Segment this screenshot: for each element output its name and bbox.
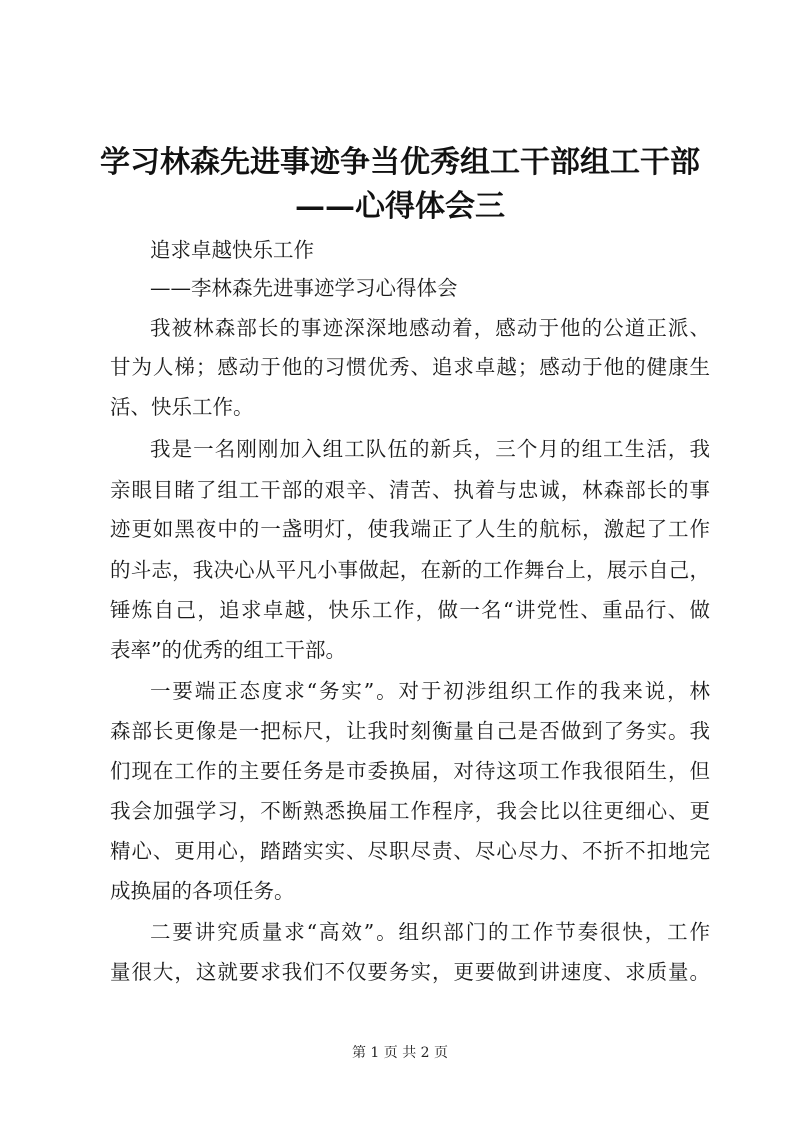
body-line: 表率”的优秀的组工干部。 — [110, 638, 346, 662]
body-line: 一要端正态度求“务实”。对于初涉组织工作的我来说，林 — [150, 679, 710, 703]
body-line: 们现在工作的主要任务是市委换届，对待这项工作我很陌生，但 — [110, 759, 710, 783]
body-line: 成换届的各项任务。 — [110, 879, 295, 903]
body-line: 锤炼自己，追求卓越，快乐工作，做一名“讲党性、重品行、做 — [110, 598, 710, 622]
body-line: 森部长更像是一把标尺，让我时刻衡量自己是否做到了务实。我 — [110, 719, 710, 743]
subtitle: 追求卓越快乐工作 — [150, 238, 314, 262]
body-line: 亲眼目睹了组工干部的艰辛、清苦、执着与忠诚，林森部长的事 — [110, 478, 710, 502]
body-line: 我会加强学习，不断熟悉换届工作程序，我会比以往更细心、更 — [110, 799, 710, 823]
body-line: 精心、更用心，踏踏实实、尽职尽责、尽心尽力、不折不扣地完 — [110, 839, 710, 863]
body-line: 活、快乐工作。 — [110, 395, 254, 419]
page-footer: 第 1 页 共 2 页 — [351, 1045, 449, 1061]
body-line: 量很大，这就要求我们不仅要务实，更要做到讲速度、求质量。 — [110, 960, 710, 984]
body-line: 我被林森部长的事迹深深地感动着，感动于他的公道正派、 — [150, 316, 710, 340]
document-title-line-2: ——心得体会三 — [295, 189, 505, 224]
body-line: 的斗志，我决心从平凡小事做起，在新的工作舞台上，展示自己， — [110, 558, 710, 582]
byline: ——李林森先进事迹学习心得体会 — [150, 276, 458, 300]
body-line: 甘为人梯；感动于他的习惯优秀、追求卓越；感动于他的健康生 — [110, 355, 710, 379]
body-line: 二要讲究质量求“高效”。组织部门的工作节奏很快，工作 — [150, 920, 710, 944]
body-line: 迹更如黑夜中的一盏明灯，使我端正了人生的航标，激起了工作 — [110, 517, 710, 541]
body-line: 我是一名刚刚加入组工队伍的新兵，三个月的组工生活，我 — [150, 437, 710, 461]
document-title-line-1: 学习林森先进事迹争当优秀组工干部组工干部 — [100, 145, 700, 180]
